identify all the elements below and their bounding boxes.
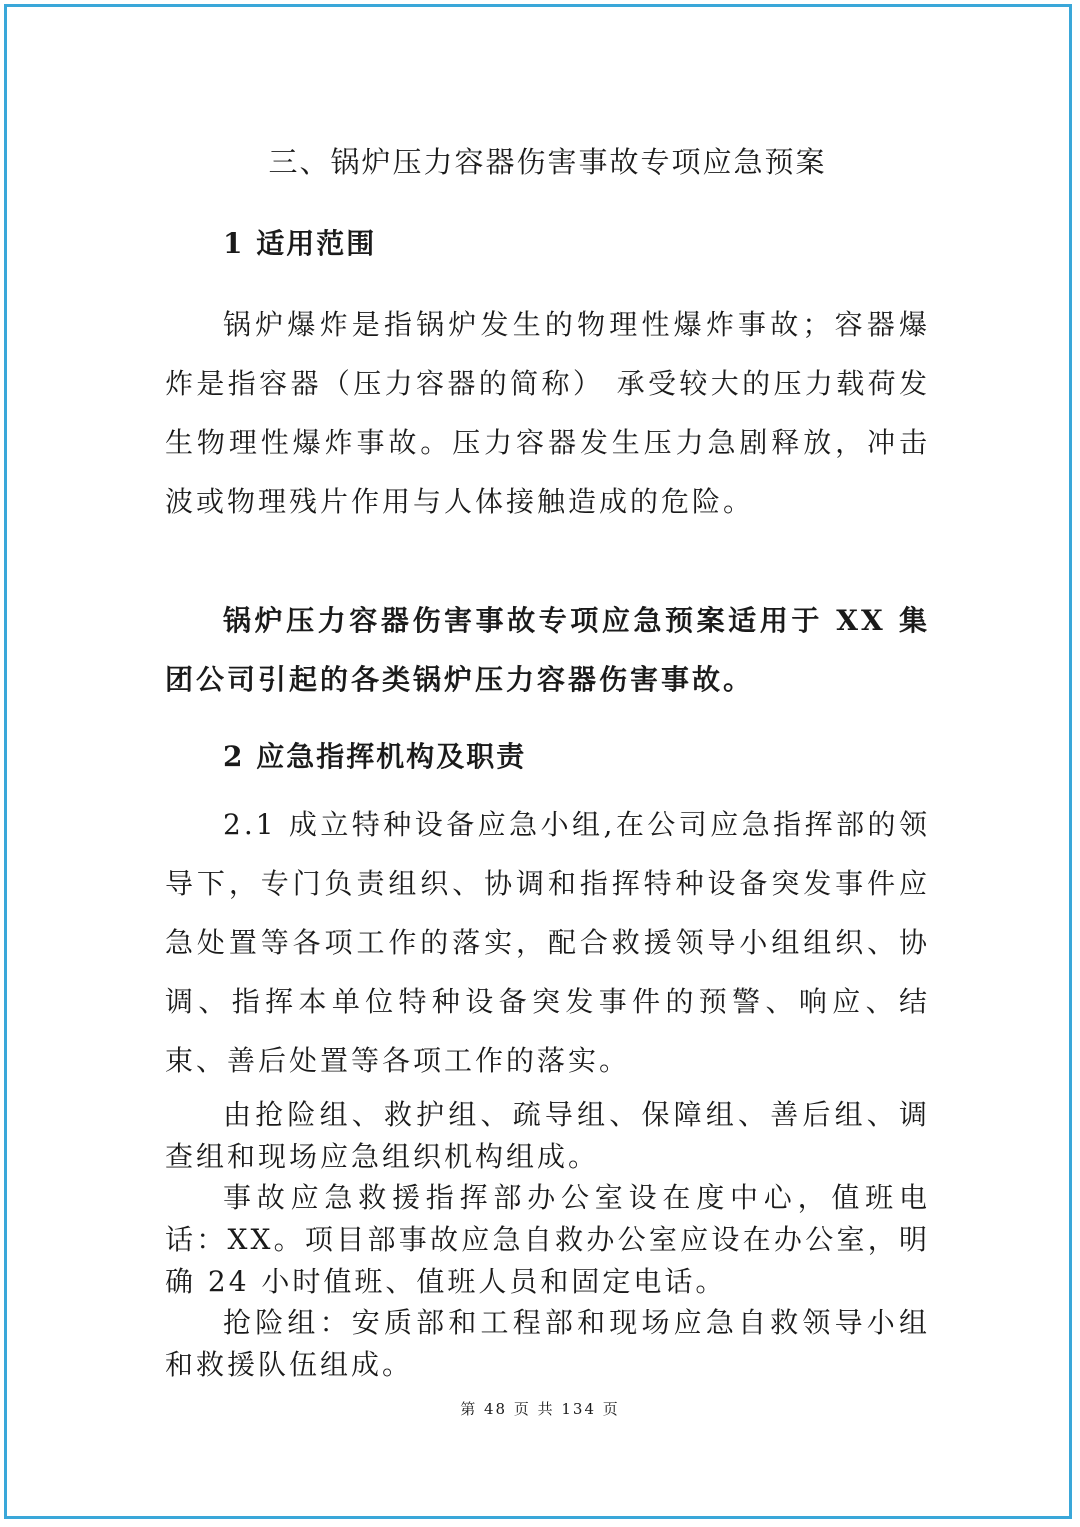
page-number-footer: 第 48 页 共 134 页	[460, 1400, 620, 1418]
document-title: 三、锅炉压力容器伤害事故专项应急预案	[268, 145, 827, 179]
paragraph-duty-office: 事故应急救援指挥部办公室设在度中心，值班电话：XX。项目部事故应急自救办公室应设在办公室，明确 24 小时值班、值班人员和固定电话。	[165, 1181, 930, 1298]
paragraph-team-composition: 由抢险组、救护组、疏导组、保障组、善后组、调查组和现场应急组织机构组成。	[165, 1098, 930, 1173]
paragraph-scope-definition: 锅炉爆炸是指锅炉发生的物理性爆炸事故；容器爆炸是指容器（压力容器的简称） 承受较大的压力载荷发生物理性爆炸事故。压力容器发生压力急剧释放，冲击波或物理残片作用与人体接触造成的危险。	[165, 308, 930, 518]
paragraph-rescue-group: 抢险组：安质部和工程部和现场应急自救领导小组和救援队伍组成。	[165, 1306, 930, 1381]
section-heading-scope: 1 适用范围	[223, 227, 377, 260]
paragraph-emergency-team: 2.1 成立特种设备应急小组,在公司应急指挥部的领导下，专门负责组织、协调和指挥特种设备突发事件应急处置等各项工作的落实，配合救援领导小组组织、协调、指挥本单位特种设备突发事件的预警、响应、结束、善后处置等各项工作的落实。	[165, 808, 930, 1077]
section-heading-organization: 2 应急指挥机构及职责	[223, 740, 527, 773]
paragraph-scope-applicability: 锅炉压力容器伤害事故专项应急预案适用于 XX 集团公司引起的各类锅炉压力容器伤害事故。	[165, 604, 930, 696]
